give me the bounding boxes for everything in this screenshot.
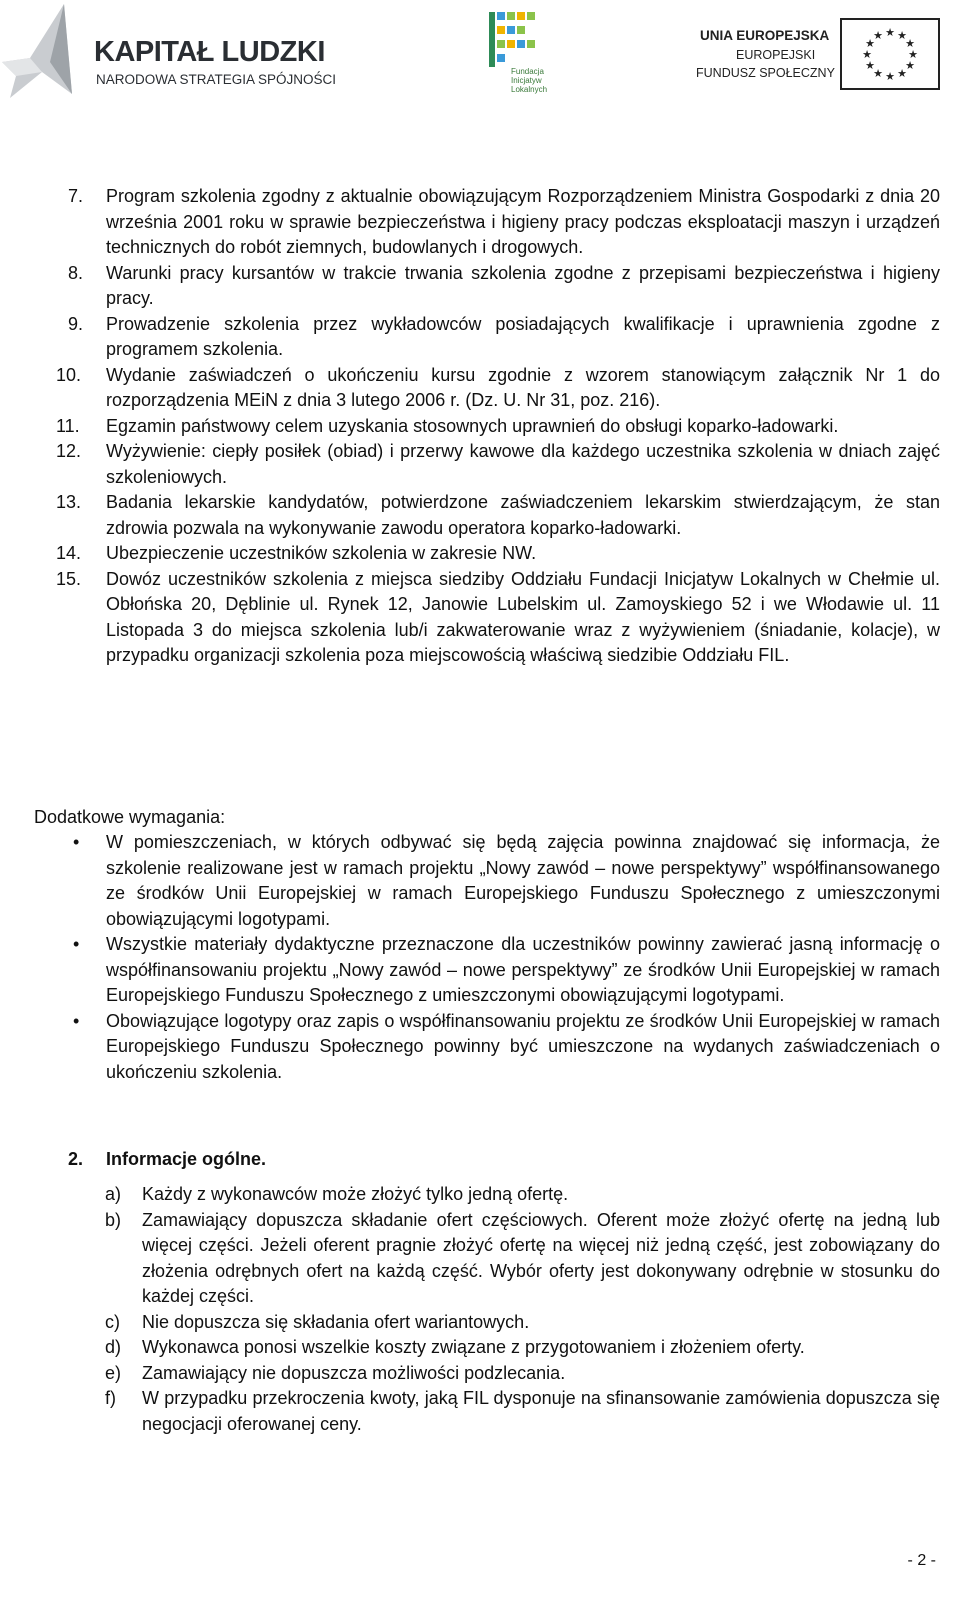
item-number: 11.	[56, 415, 80, 436]
item-number: 8.	[68, 262, 84, 283]
kapital-ludzki-star-icon	[2, 2, 92, 110]
svg-text:★: ★	[897, 67, 907, 80]
bullet-icon: •	[73, 934, 80, 954]
list-item	[56, 439, 940, 490]
list-item	[68, 184, 940, 261]
item-text: Egzamin państwowy celem uzyskania stosownych uprawnień do obsługi koparko-ładowarki.	[106, 415, 839, 436]
bullet-item	[68, 1009, 940, 1086]
svg-text:★: ★	[865, 59, 875, 72]
item-text: Nie dopuszcza się składania ofert wariantowych.	[142, 1311, 530, 1332]
item-letter: c)	[105, 1311, 120, 1332]
bullet-item	[68, 830, 940, 932]
item-letter: a)	[105, 1184, 122, 1204]
eu-flag-icon	[840, 18, 940, 90]
fil-logo-text: Fundacja Inicjatyw Lokalnych	[511, 67, 548, 94]
list-item	[56, 414, 940, 440]
item-text: Wydanie zaświadczeń o ukończeniu kursu zgodnie z wzorem stanowiącym załącznik Nr 1 do rozporządzenia MEiN z dnia 3 lutego 2006 r. (Dz. U. Nr 31, poz. 216).	[106, 364, 940, 410]
svg-text:★: ★	[873, 29, 883, 42]
item-text: Warunki pracy kursantów w trakcie trwania szkolenia zgodne z przepisami bezpieczeństwa i higieny pracy.	[106, 262, 940, 308]
list-item	[56, 567, 940, 669]
item-letter: b)	[105, 1209, 122, 1230]
lettered-item	[105, 1310, 940, 1336]
page-header	[0, 0, 960, 115]
svg-text:★: ★	[862, 48, 872, 61]
eu-logo	[696, 18, 958, 96]
svg-text:★: ★	[897, 29, 907, 42]
item-number: 12.	[56, 441, 82, 461]
fil-logo	[489, 12, 549, 92]
lettered-item	[105, 1335, 940, 1361]
item-text: Wykonawca ponosi wszelkie koszty związane z przygotowaniem i złożeniem oferty.	[142, 1337, 805, 1357]
kapital-ludzki-logo	[2, 2, 342, 110]
item-text: Prowadzenie szkolenia przez wykładowców posiadających kwalifikacje i uprawnienia zgodne z programem szkolenia.	[106, 313, 940, 359]
bullet-text: W pomieszczeniach, w których odbywać się będą zajęcia powinna znajdować się informacja, że szkolenie realizowane jest w ramach projektu „Nowy zawód – nowe perspektywy” współfinansowanego ze środków Unii Europejskiej w ramach Europejskiego Funduszu Społecznego z umieszczonymi obowiązującymi logotypami.	[106, 832, 940, 929]
item-text: Program szkolenia zgodny z aktualnie obowiązującym Rozporządzeniem Ministra Gospodarki z dnia 20 września 2001 roku w sprawie bezpieczeństwa i higieny pracy podczas eksploatacji maszyn i urządzeń technicznych do robót ziemnych, budowlanych i drogowych.	[106, 186, 940, 257]
item-text: Każdy z wykonawców może złożyć tylko jedną ofertę.	[142, 1184, 569, 1204]
item-text: Zamawiający nie dopuszcza możliwości podzlecania.	[142, 1362, 566, 1383]
item-letter: e)	[105, 1362, 122, 1383]
lettered-item	[105, 1208, 940, 1310]
lettered-item	[105, 1182, 940, 1208]
logo-title: KAPITAŁ LUDZKI	[94, 36, 325, 68]
list-item	[56, 363, 940, 414]
item-text: Wyżywienie: ciepły posiłek (obiad) i przerwy kawowe dla każdego uczestnika szkolenia w dniach zajęć szkoleniowych.	[106, 441, 940, 487]
svg-text:★: ★	[865, 37, 875, 50]
svg-text:★: ★	[905, 59, 915, 72]
item-number: 9.	[68, 313, 84, 334]
bullet-list	[68, 830, 940, 1085]
bullet-item	[68, 932, 940, 1009]
item-text: Ubezpieczenie uczestników szkolenia w zakresie NW.	[106, 543, 537, 563]
extra-requirements-heading: Dodatkowe wymagania:	[34, 807, 226, 827]
list-item	[68, 261, 940, 312]
item-letter: d)	[105, 1337, 122, 1357]
numbered-list	[56, 184, 940, 669]
bullet-icon: •	[73, 1010, 80, 1031]
svg-text:★: ★	[873, 67, 883, 80]
item-number: 15.	[56, 568, 82, 589]
lettered-item	[105, 1361, 940, 1387]
item-text: Dowóz uczestników szkolenia z miejsca siedziby Oddziału Fundacji Inicjatyw Lokalnych w Chełmie ul. Obłońska 20, Dęblinie ul. Rynek 12, Janowie Lubelskim ul. Zamoyskiego 52 i we Włodawie ul. 11 Listopada 3 do miejsca szkolenia lub/i zakwaterowanie wraz z wyżywieniem (śniadanie, kolacje), w przypadku organizacji szkolenia poza miejscowością właściwą siedzibie Oddziału FIL.	[106, 568, 940, 665]
item-letter: f)	[105, 1388, 116, 1408]
item-number: 7.	[68, 186, 84, 206]
section-title: Informacje ogólne.	[106, 1149, 267, 1169]
bullet-text: Wszystkie materiały dydaktyczne przeznaczone dla uczestników powinny zawierać jasną informację o współfinansowaniu projektu „Nowy zawód – nowe perspektywy” ze środków Unii Europejskiej w ramach Europejskiego Funduszu Społecznego z umieszczonymi obowiązującymi logotypami.	[106, 934, 940, 1005]
item-number: 14.	[56, 543, 82, 563]
lettered-item	[105, 1386, 940, 1437]
list-item	[56, 541, 940, 567]
bullet-text: Obowiązujące logotypy oraz zapis o współfinansowaniu projektu ze środków Unii Europejskiej w ramach Europejskiego Funduszu Społecznego powinny być umieszczone na wydanych zaświadczeniach o ukończeniu szkolenia.	[106, 1010, 940, 1082]
item-number: 13.	[56, 492, 82, 512]
lettered-list	[105, 1182, 940, 1437]
logo-subtitle: NARODOWA STRATEGIA SPÓJNOŚCI	[96, 72, 337, 87]
eu-line1: UNIA EUROPEJSKA	[700, 28, 830, 43]
bullet-icon: •	[73, 832, 80, 852]
svg-text:★: ★	[885, 70, 895, 83]
list-item	[56, 490, 940, 541]
svg-text:★: ★	[885, 26, 895, 39]
item-text: Badania lekarskie kandydatów, potwierdzone zaświadczeniem lekarskim stwierdzającym, że stan zdrowia pozwala na wykonywanie zawodu operatora koparko-ładowarki.	[106, 492, 940, 538]
fil-mark-icon	[489, 12, 549, 67]
eu-line2: EUROPEJSKI	[736, 48, 816, 62]
page-number: - 2 -	[907, 1552, 936, 1569]
svg-text:★: ★	[905, 37, 915, 50]
item-text: W przypadku przekroczenia kwoty, jaką FIL dysponuje na sfinansowanie zamówienia dopuszcza się negocjacji oferowanej ceny.	[142, 1388, 940, 1434]
list-item	[68, 312, 940, 363]
section-number: 2.	[68, 1149, 84, 1169]
section-heading	[68, 1147, 266, 1173]
item-text: Zamawiający dopuszcza składanie ofert częściowych. Oferent może złożyć ofertę na jedną lub więcej części. Jeżeli oferent pragnie złożyć ofertę na więcej niż jedną część, jest zobowiązany do złożenia odrębnych ofert na każdą część. Wybór oferty jest dokonywany odrębnie w stosunku do każdej części.	[142, 1209, 940, 1306]
eu-line3: FUNDUSZ SPOŁECZNY	[696, 66, 835, 80]
svg-text:★: ★	[908, 48, 918, 61]
item-number: 10.	[56, 364, 82, 385]
